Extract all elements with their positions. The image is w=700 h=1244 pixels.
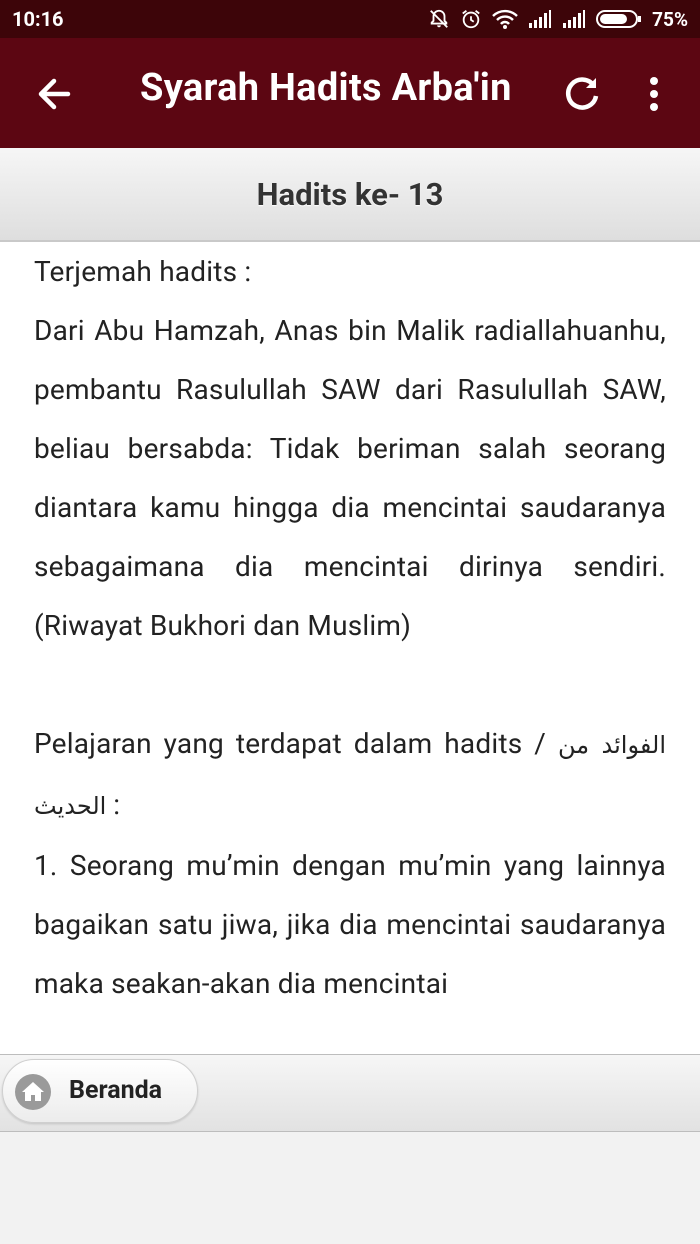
notifications-off-icon — [428, 8, 450, 30]
translation-text: Dari Abu Hamzah, Anas bin Malik radiallahuanhu, pembantu Rasulullah SAW dari Rasulullah SAW, beliau bersabda: Tidak beriman salah seorang diantara kamu hingga dia mencintai saudaranya sebagaimana dia mencintai dirinya sendiri. (Riwayat Bukhori dan Muslim) — [34, 314, 666, 642]
lessons-label — [34, 714, 666, 836]
signal-icon — [562, 9, 586, 29]
alarm-icon — [460, 8, 482, 30]
back-arrow-icon — [30, 70, 78, 118]
refresh-button[interactable] — [558, 70, 606, 118]
status-time: 10:16 — [12, 7, 64, 31]
hadith-number-title: Hadits ke- 13 — [256, 175, 444, 213]
refresh-icon — [558, 70, 606, 118]
home-button[interactable] — [2, 1059, 198, 1123]
lessons-label-suffix: : — [106, 788, 121, 821]
app-title: Syarah Hadits Arba'in — [140, 66, 512, 110]
signal-icon — [528, 9, 552, 29]
content-text — [34, 242, 666, 1013]
battery-percent: 75% — [652, 7, 688, 31]
spacer — [34, 655, 666, 714]
status-bar — [0, 0, 700, 38]
hadith-heading — [0, 148, 700, 242]
lesson-item: 1. Seorang mu’min dengan mu’min yang lainnya bagaikan satu jiwa, jika dia mencintai saudaranya maka seakan-akan dia mencintai — [34, 849, 666, 1000]
overflow-menu-button[interactable] — [630, 70, 678, 118]
bottom-nav — [0, 1054, 700, 1132]
lessons-label-arabic: الفوائد من الحديث — [34, 731, 666, 820]
home-label: Beranda — [69, 1076, 163, 1105]
hadith-content[interactable] — [0, 242, 700, 1054]
wifi-icon — [492, 8, 518, 30]
translation-label: Terjemah hadits : — [34, 255, 252, 288]
status-icons — [428, 7, 688, 31]
lessons-label-text: Pelajaran yang terdapat dalam hadits / — [34, 727, 547, 760]
app-bar — [0, 38, 700, 148]
home-icon — [15, 1074, 51, 1110]
back-button[interactable] — [30, 70, 78, 118]
more-vert-icon — [630, 70, 678, 118]
battery-icon — [596, 9, 642, 29]
